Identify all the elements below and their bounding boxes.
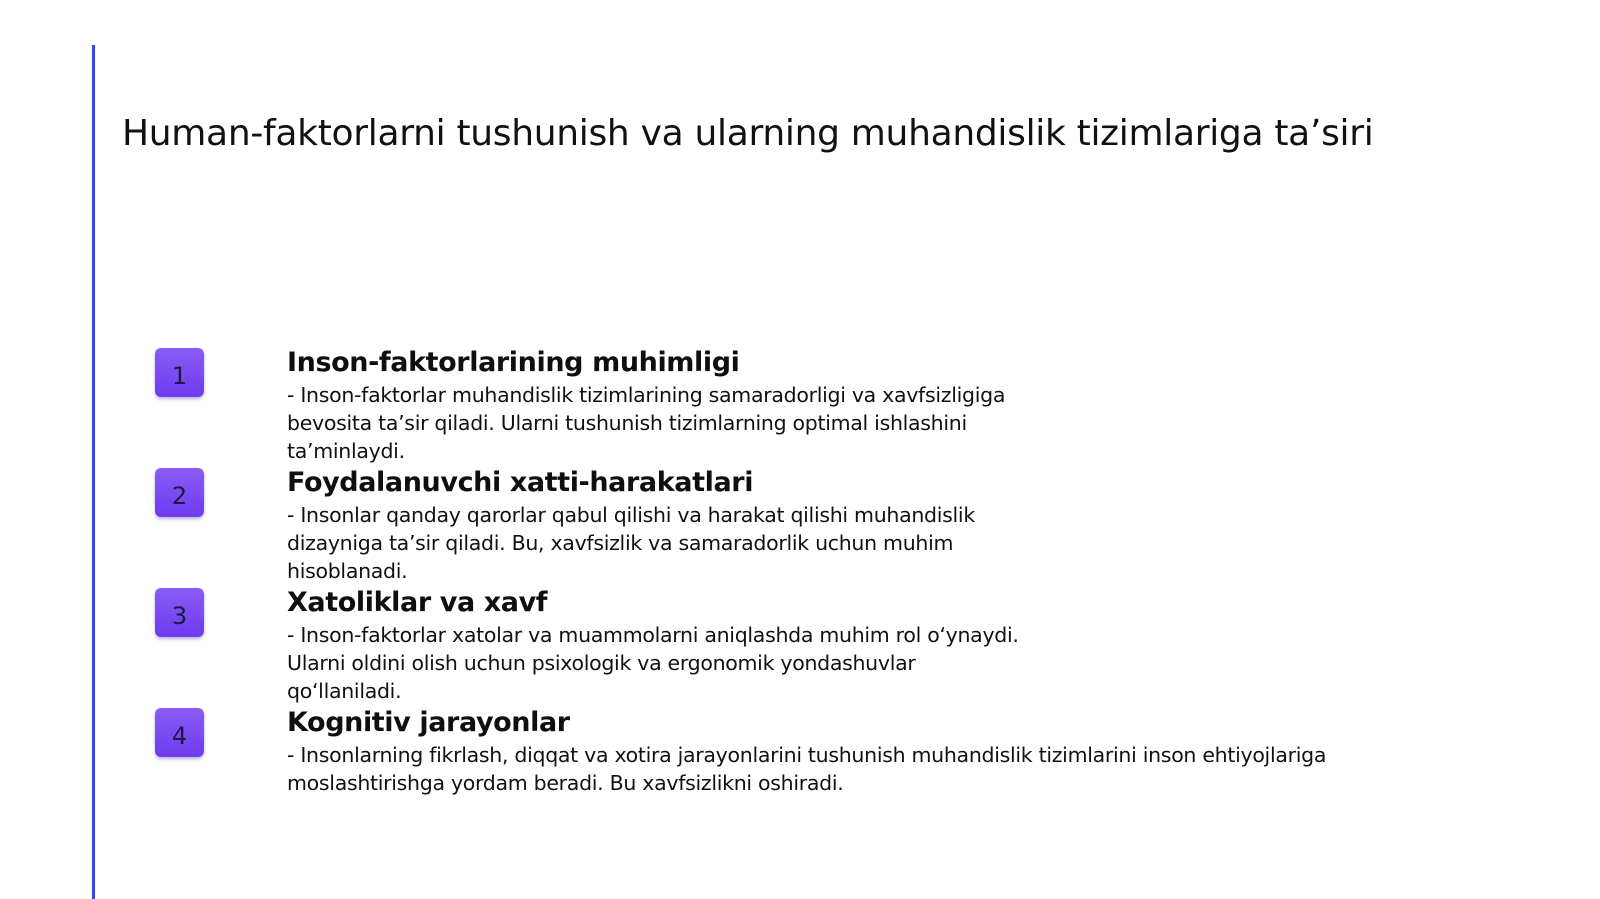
number-badge: 3 — [155, 588, 204, 637]
item-description: - Insonlarning fikrlash, diqqat va xotira jarayonlarini tushunish muhandislik tizimlarini inson ehtiyojlariga moslashtirishga yordam beradi. Bu xavfsizlikni oshiradi. — [287, 743, 1327, 795]
number-badge: 2 — [155, 468, 204, 517]
item-description: - Inson-faktorlar muhandislik tizimlarining samaradorligi va xavfsizligiga bevosita ta’sir qiladi. Ularni tushunish tizimlarning optimal ishlashini ta’minlaydi. — [287, 383, 1006, 463]
item-heading: Foydalanuvchi xatti-harakatlari — [287, 467, 754, 498]
number-badge: 1 — [155, 348, 204, 397]
item-description: - Insonlar qanday qarorlar qabul qilishi va harakat qilishi muhandislik dizayniga ta’sir qiladi. Bu, xavfsizlik va samaradorlik uchun muhim hisoblanadi. — [287, 503, 975, 583]
item-description: - Inson-faktorlar xatolar va muammolarni aniqlashda muhim rol o‘ynaydi. Ularni oldini olish uchun psixologik va ergonomik yondashuvlar qo‘llaniladi. — [287, 623, 1019, 703]
item-heading: Kognitiv jarayonlar — [287, 707, 570, 738]
item-heading: Inson-faktorlarining muhimligi — [287, 347, 740, 378]
accent-bar — [92, 45, 95, 899]
item-heading: Xatoliklar va xavf — [287, 587, 548, 618]
slide-title: Human-faktorlarni tushunish va ularning muhandislik tizimlariga ta’siri — [122, 113, 1374, 154]
number-badge: 4 — [155, 708, 204, 757]
